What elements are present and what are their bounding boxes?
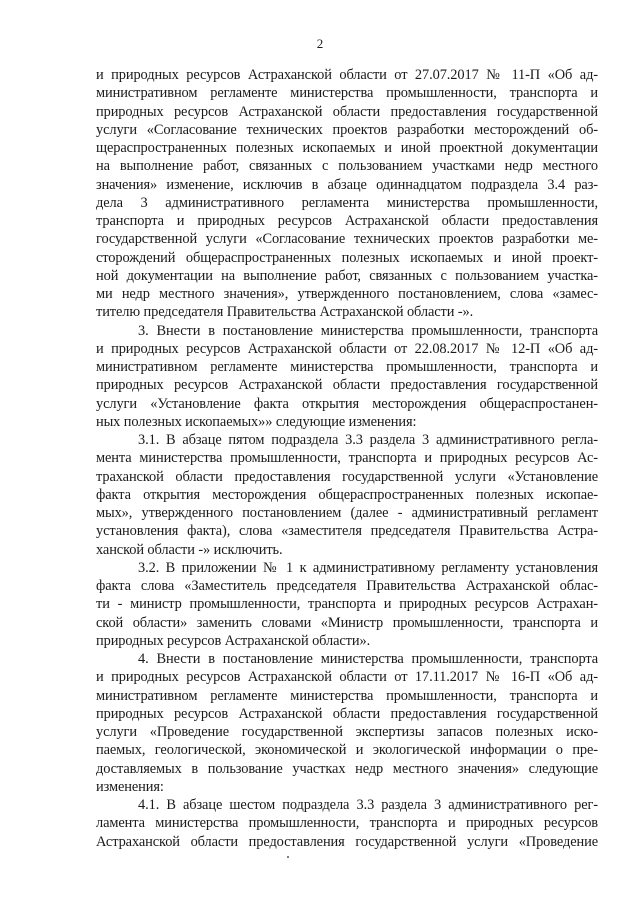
text-line: ных полезных ископаемых»» следующие изменения:: [96, 413, 417, 430]
text-line: природных ресурсов Астраханской области предоставления государственной: [96, 705, 598, 722]
text-line: доставляемых в пользование участках недр местного значения» следующие: [96, 760, 598, 777]
text-line: дела 3 административного регламента министерства промышленности,: [96, 194, 598, 211]
text-line: природных ресурсов Астраханской области».: [96, 632, 371, 649]
document-text-body: [96, 66, 598, 851]
text-line: природных ресурсов Астраханской области предоставления государственной: [96, 103, 598, 120]
text-line: изменения:: [96, 778, 164, 795]
text-line: и природных ресурсов Астраханской области от 17.11.2017 № 16-П «Об ад-: [96, 669, 598, 686]
text-line: значения» изменение, исключив в абзаце одиннадцатом подраздела 3.4 раз-: [96, 176, 598, 193]
text-line: услуги «Согласование технических проектов разработки месторождений об-: [96, 121, 598, 138]
text-line: министративном регламенте министерства промышленности, транспорта и: [96, 85, 598, 102]
scan-speck: [287, 856, 289, 858]
text-line: 3. Внести в постановление министерства промышленности, транспорта: [138, 322, 598, 339]
text-line: 4.1. В абзаце шестом подраздела 3.3 раздела 3 административного рег-: [138, 797, 598, 813]
text-line: мента министерства промышленности, транспорта и природных ресурсов Ас-: [96, 450, 598, 467]
text-line: мых», утвержденного постановлением (далее - административный регламент: [96, 505, 598, 521]
text-line: тителю председателя Правительства Астраханской области -».: [96, 304, 474, 321]
text-line: услуги «Установление факта открытия месторождения общераспростанен-: [96, 395, 598, 412]
text-line: и природных ресурсов Астраханской области от 27.07.2017 № 11-П «Об ад-: [96, 67, 598, 83]
text-line: сторождений общераспространенных полезных ископаемых и иной проект-: [96, 249, 598, 266]
text-line: 3.1. В абзаце пятом подраздела 3.3 раздела 3 административного регла-: [138, 432, 598, 448]
page-number: 2: [316, 36, 324, 51]
text-line: государственной услуги «Согласование технических проектов разработки ме-: [96, 231, 598, 248]
text-line: установления факта), слова «заместителя председателя Правительства Астра-: [96, 523, 598, 540]
text-line: на выполнение работ, связанных с пользованием участками недр местного: [96, 158, 598, 175]
text-line: ной документации на выполнение работ, связанных с пользованием участка-: [96, 267, 598, 284]
text-line: министративном регламенте министерства промышленности, транспорта и: [96, 359, 598, 375]
text-line: паемых, геологической, экономической и экологической информации о пре-: [96, 742, 598, 759]
text-line: траханской области предоставления государственной услуги «Установление: [96, 468, 598, 485]
text-line: ской области» заменить словами «Министр промышленности, транспорта и: [96, 614, 598, 631]
text-line: факта открытия месторождения общераспространенных полезных ископае-: [96, 486, 598, 503]
text-line: услуги «Проведение государственной экспертизы запасов полезных иско-: [96, 724, 598, 740]
text-line: транспорта и природных ресурсов Астраханской области предоставления: [96, 213, 598, 229]
text-line: 3.2. В приложении № 1 к административному регламенту установления: [138, 559, 598, 576]
text-line: ми недр местного значения», утвержденного постановлением, слова «замес-: [96, 286, 598, 302]
text-line: щераспространенных полезных ископаемых и иной проектной документации: [96, 140, 598, 156]
text-line: ламента министерства промышленности, транспорта и природных ресурсов: [96, 815, 598, 832]
text-line: 4. Внести в постановление министерства промышленности, транспорта: [138, 651, 598, 667]
text-line: природных ресурсов Астраханской области предоставления государственной: [96, 377, 598, 394]
text-line: Астраханской области предоставления государственной услуги «Проведение: [96, 833, 598, 850]
text-line: и природных ресурсов Астраханской области от 22.08.2017 № 12-П «Об ад-: [96, 340, 598, 357]
text-line: ти - министр промышленности, транспорта и природных ресурсов Астрахан-: [96, 596, 598, 613]
text-line: факта слова «Заместитель председателя Правительства Астраханской облас-: [96, 578, 598, 594]
text-line: министративном регламенте министерства промышленности, транспорта и: [96, 687, 598, 704]
text-line: ханской области -» исключить.: [96, 541, 283, 558]
